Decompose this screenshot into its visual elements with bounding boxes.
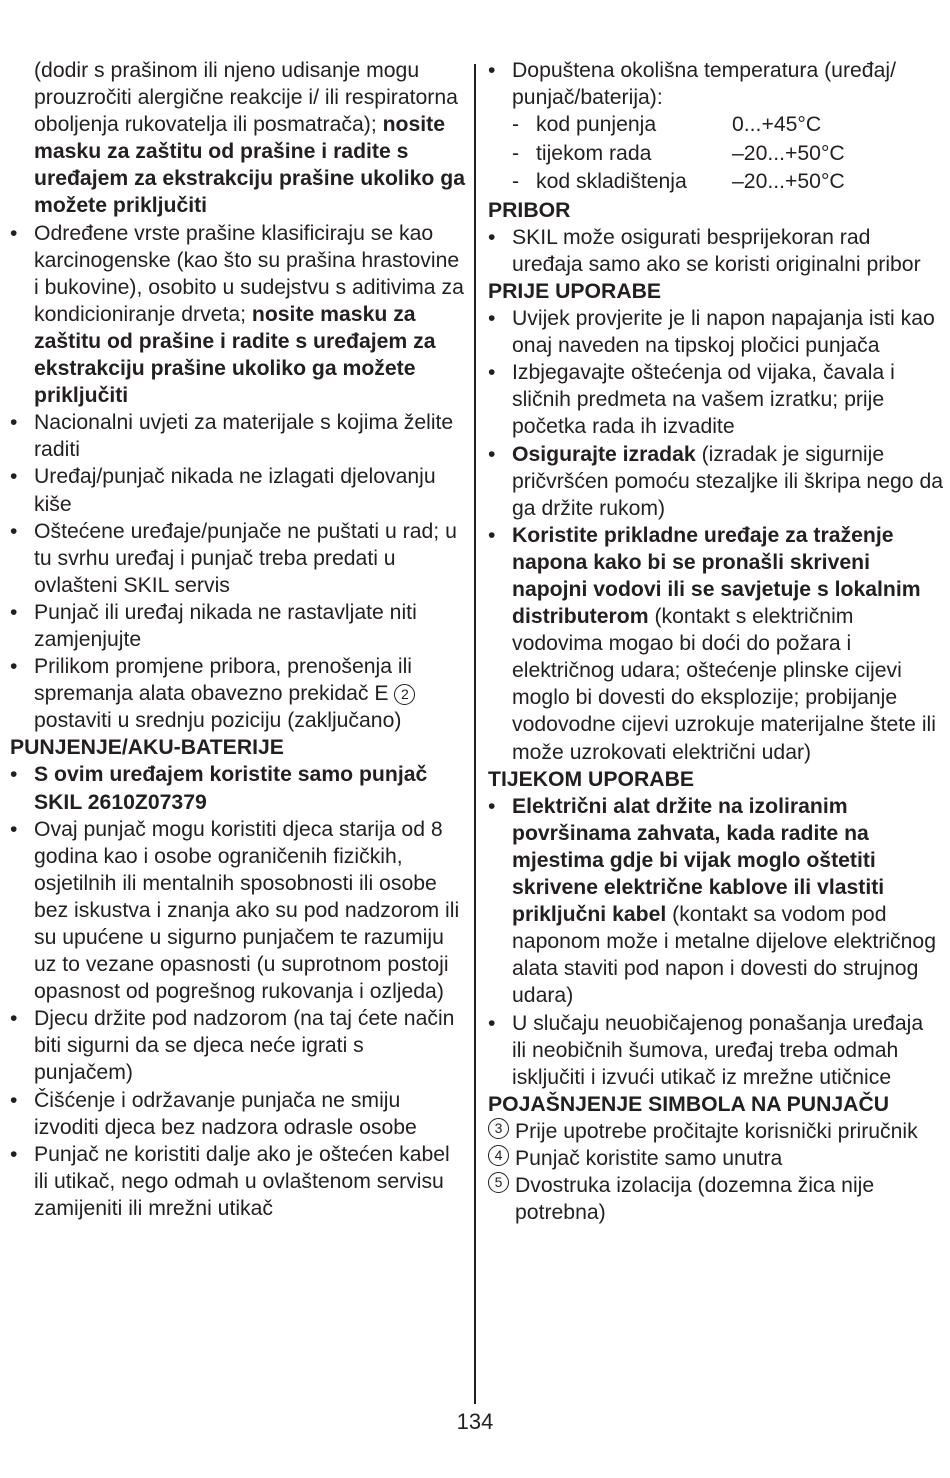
item-bold-text: Osigurajte izradak <box>512 442 696 466</box>
temperature-row <box>488 140 943 169</box>
column-divider <box>474 64 476 1404</box>
symbol-text: Dvostruka izolacija (dozemna žica nije potrebna) <box>515 1174 875 1225</box>
bullet-icon: • <box>10 411 18 435</box>
item-bold-text: Električni alat držite na izoliranim površinama zahvata, kada radite na mjestima gdje bi vijak moglo oštetiti skrivene električne kablove ili vlastiti priključni kabel <box>512 794 885 927</box>
item-text-continued: postaviti u srednju poziciju (zaključano) <box>34 709 402 733</box>
page-number: 134 <box>456 1409 494 1434</box>
list-item <box>488 441 943 522</box>
item-text: SKIL može osigurati besprijekoran rad uređaja samo ako se koristi originalni pribor <box>512 225 921 276</box>
list-item <box>488 224 943 278</box>
intro-text: (dodir s prašinom ili njeno udisanje mogu prouzročiti alergične reakcije i/ ili respiratorna oboljenja rukovatelja ili posmatrača); <box>34 59 458 137</box>
list-item <box>10 1141 466 1222</box>
list-item <box>10 463 466 517</box>
list-item <box>10 761 466 815</box>
item-text: Djecu držite pod nadzorom (na taj ćete način biti sigurni da se djeca neće igrati s punjačem) <box>34 1007 455 1085</box>
list-item <box>10 518 466 599</box>
bullet-icon: • <box>10 519 18 543</box>
temperature-value: 0...+45°C <box>732 113 822 137</box>
item-text: Dopuštena okolišna temperatura (uređaj/ punjač/baterija): <box>512 59 896 110</box>
bullet-icon: • <box>10 600 18 624</box>
item-text: Ovaj punjač mogu koristiti djeca starija od 8 godina kao i osobe ograničenih fizičkih, osjetilnih ili mentalnih sposobnosti ili osobe bez iskustva i znanja ako su pod nadzorom ili su upućene u sigurno punjačem te razumiju uz to vezane opasnosti (u suprotnom postoji opasnost od pogrešnog rukovanja i ozljeda) <box>34 817 460 1004</box>
bullet-icon: • <box>10 655 18 679</box>
intro-paragraph <box>10 57 466 220</box>
list-item <box>488 359 943 440</box>
list-item <box>10 1005 466 1086</box>
item-text: Oštećene uređaje/punjače ne puštati u rad; u tu svrhu uređaj i punjač treba predati u ovlašteni SKIL servis <box>34 519 457 597</box>
symbol-text: Punjač koristite samo unutra <box>515 1146 783 1170</box>
intro-bold-text: nosite masku za zaštitu od prašine i radite s uređajem za ekstrakciju prašine ukoliko ga možete priključiti <box>34 113 465 218</box>
bullet-icon: • <box>488 307 496 331</box>
item-bold-text: Koristite prikladne uređaje za traženje napona kako bi se pronašli skriveni napojni vodovi ili se savjetuje s lokalnim distributerom <box>512 523 921 629</box>
list-item <box>488 305 943 359</box>
bullet-icon: • <box>488 361 496 385</box>
symbol-item <box>488 1118 943 1145</box>
list-item <box>10 409 466 463</box>
bullet-icon: • <box>10 1142 18 1166</box>
item-text: U slučaju neuobičajenog ponašanja uređaja ili neobičnih šumova, uređaj treba odmah isključiti i izvući utikač iz mrežne utičnice <box>512 1011 924 1089</box>
symbol-item <box>488 1145 943 1172</box>
item-bold-text: nosite masku za zaštitu od prašine i radite s uređajem za ekstrakciju prašine ukoliko ga možete priključiti <box>34 302 436 408</box>
item-text: Uređaj/punjač nikada ne izlagati djelovanju kiše <box>34 465 436 516</box>
symbol-text: Prije upotrebe pročitajte korisnički priručnik <box>515 1119 918 1143</box>
item-text: Određene vrste prašine klasificiraju se kao karcinogenske (kao što su prašina hrastovine i bukovine), osobito u sudejstvu s aditivima za kondicioniranje drveta; <box>34 221 464 326</box>
section-heading: PRIJE UPORABE <box>488 279 662 303</box>
temperature-label: kod punjenja <box>536 113 657 137</box>
item-text: Uvijek provjerite je li napon napajanja isti kao onaj naveden na tipskoj pločici punjača <box>512 307 935 358</box>
symbol-item <box>488 1172 943 1226</box>
item-text: Punjač ne koristiti dalje ako je oštećen kabel ili utikač, nego odmah u ovlaštenom servisu zamijeniti ili mrežni utikač <box>34 1142 450 1220</box>
temperature-label: kod skladištenja <box>536 170 687 194</box>
item-text: Punjač ili uređaj nikada ne rastavljate niti zamjenjujte <box>34 600 417 651</box>
right-column <box>488 57 943 1226</box>
item-text: (izradak je sigurnije pričvršćen pomoću stezaljke ili škripa nego da ga držite rukom) <box>512 442 944 520</box>
bullet-icon: • <box>10 817 18 841</box>
bullet-icon: • <box>488 59 496 82</box>
item-text: Nacionalni uvjeti za materijale s kojima želite raditi <box>34 411 454 462</box>
bullet-icon: • <box>10 221 18 245</box>
temperature-label: tijekom rada <box>536 141 652 165</box>
item-text: (kontakt s električnim vodovima mogao bi doći do požara i električnog udara; oštećenje plinske cijevi moglo bi dovesti do eksplozije; probijanje vodovodne cijevi uzrokuje materijalne štete ili može uzrokovati električni udar) <box>512 605 936 764</box>
bullet-icon: • <box>10 1007 18 1031</box>
bullet-icon: • <box>488 225 496 249</box>
temperature-row <box>488 168 943 197</box>
circled-number-icon: 2 <box>394 684 415 705</box>
item-text: Prilikom promjene pribora, prenošenja ili spremanja alata obavezno prekidač E <box>34 655 413 706</box>
bullet-icon: • <box>10 465 18 489</box>
dash-icon: - <box>512 113 520 137</box>
item-text: (kontakt sa vodom pod naponom može i metalne dijelove električnog alata staviti pod napon i dovesti do strujnog udara) <box>512 903 936 1008</box>
bullet-icon: • <box>488 442 496 466</box>
circled-number-icon: 4 <box>488 1145 509 1166</box>
bullet-icon: • <box>488 1011 496 1035</box>
bullet-icon: • <box>488 794 496 818</box>
item-bold-text: S ovim uređajem koristite samo punjač SKIL 2610Z07379 <box>34 763 428 814</box>
list-item <box>10 653 466 734</box>
item-text: Čišćenje i održavanje punjača ne smiju izvoditi djeca bez nadzora odrasle osobe <box>34 1088 417 1139</box>
bullet-icon: • <box>488 523 496 547</box>
item-text: Izbjegavajte oštećenja od vijaka, čavala i sličnih predmeta na vašem izratku; prije početka rada ih izvadite <box>512 361 895 439</box>
bullet-icon: • <box>10 1088 18 1112</box>
circled-number-icon: 5 <box>488 1172 509 1193</box>
list-item <box>10 816 466 1006</box>
list-item <box>488 1010 943 1091</box>
list-item <box>488 57 943 111</box>
list-item <box>10 1087 466 1141</box>
temperature-value: –20...+50°C <box>732 141 845 165</box>
section-heading: TIJEKOM UPORABE <box>488 767 695 791</box>
temperature-value: –20...+50°C <box>732 170 845 194</box>
circled-number-icon: 3 <box>488 1118 509 1139</box>
left-column <box>10 57 466 1222</box>
section-heading: PUNJENJE/AKU-BATERIJE <box>10 736 284 760</box>
dash-icon: - <box>512 141 520 165</box>
dash-icon: - <box>512 170 520 194</box>
section-heading: PRIBOR <box>488 198 571 222</box>
list-item <box>10 599 466 653</box>
list-item <box>10 220 466 410</box>
list-item <box>488 793 943 1010</box>
temperature-row <box>488 111 943 140</box>
section-heading: POJAŠNJENJE SIMBOLA NA PUNJAČU <box>488 1092 890 1116</box>
bullet-icon: • <box>10 763 18 787</box>
list-item <box>488 522 943 766</box>
